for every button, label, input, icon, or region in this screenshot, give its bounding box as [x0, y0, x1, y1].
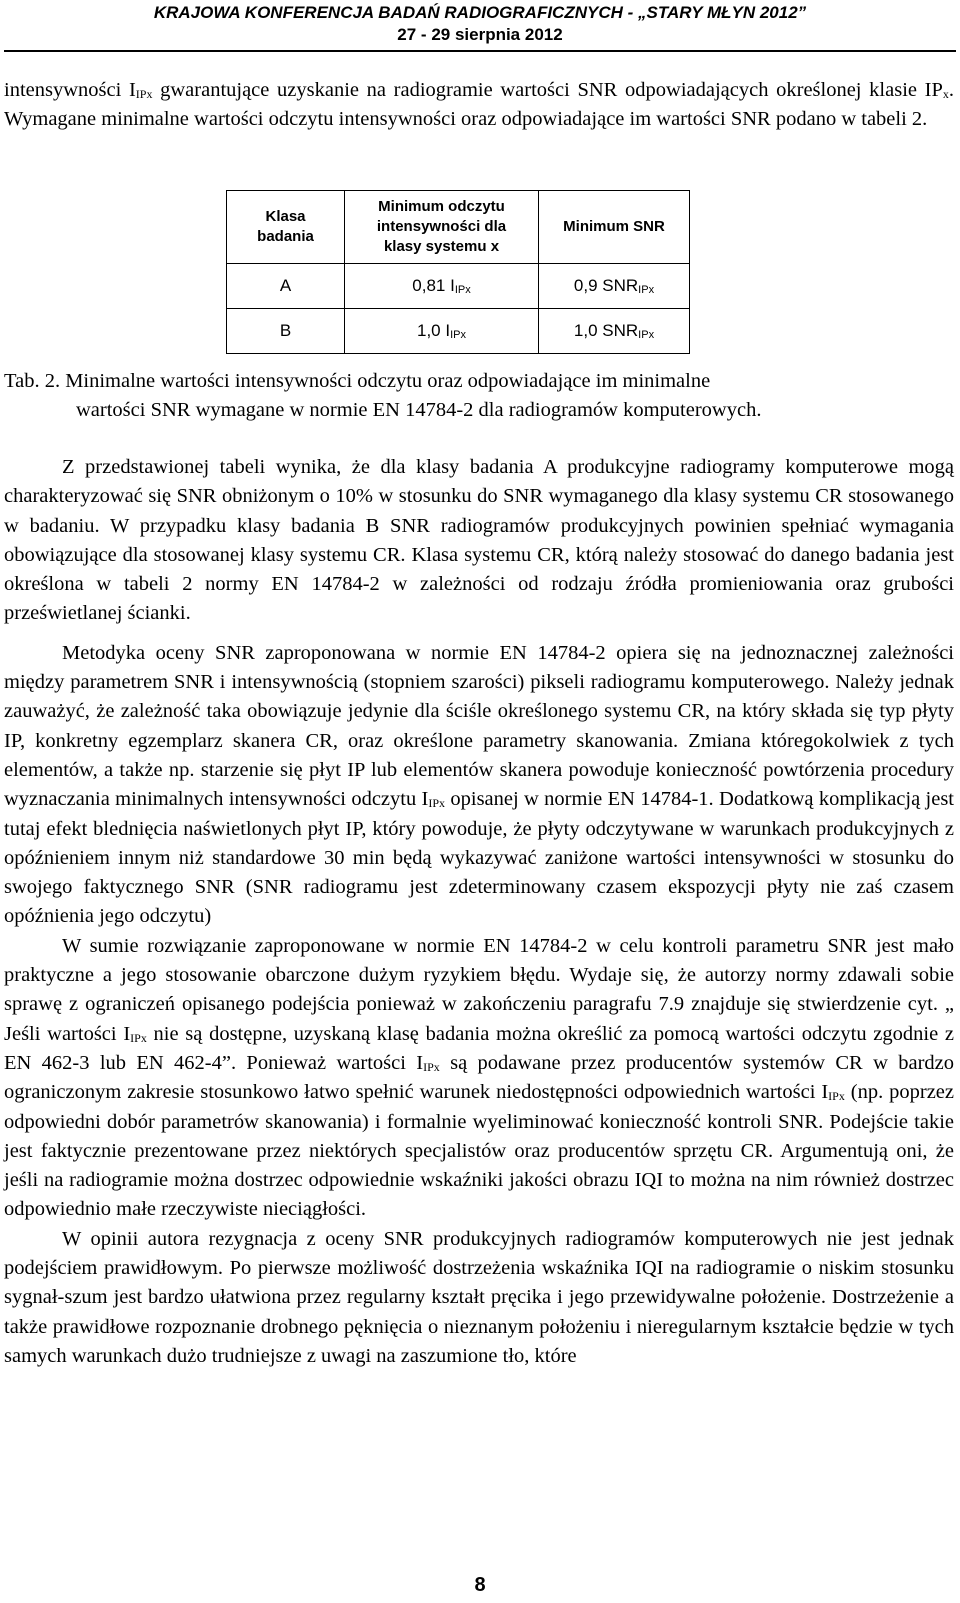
subscript: IPx — [638, 329, 655, 341]
paragraph-4: W opinii autora rezygnacja z oceny SNR produkcyjnych radiogramów komputerowych nie jest jednak podejściem prawidłowym. Po pierwsze możliwość dostrzeżenia wskaźnika IQI na radiogramie o niskim stosunku sygnał-szum jest bardzo ułatwiona przez regularny kształt pręcika i jego przewidywalne położenie. Dostrzeżenie a także prawidłowe rozpoznanie drobnego pęknięcia o nieznanym położeniu i nieregularnym kształcie będzie w tych samych warunkach dużo trudniejsze z uwagi na zaszumione tło, które — [4, 1227, 954, 1367]
header-divider — [4, 50, 956, 52]
caption-line-2: wartości SNR wymagane w normie EN 14784-2 dla radiogramów komputerowych. — [76, 399, 762, 421]
value-text: 1,0 SNR — [573, 321, 639, 340]
page-number: 8 — [474, 1574, 486, 1596]
caption-line-1: Tab. 2. Minimalne wartości intensywności odczytu oraz odpowiadające im minimalne — [4, 370, 711, 392]
body-text — [4, 453, 954, 1371]
conference-title: KRAJOWA KONFERENCJA BADAŃ RADIOGRAFICZNYCH - „STARY MŁYN 2012” — [153, 3, 807, 22]
subscript: IPx — [454, 284, 471, 296]
table-header-cell — [345, 191, 539, 264]
intro-text-part: intensywności I — [4, 79, 136, 101]
paragraph-1: Z przedstawionej tabeli wynika, że dla klasy badania A produkcyjne radiogramy komputerowe mogą charakteryzować się SNR obniżonym o 10% w stosunku do SNR wymaganego dla klasy systemu CR stosowanego w badaniu. W przypadku klasy badania B SNR radiogramów produkcyjnych powinien spełniać wymagania obowiązujące dla stosowanej klasy systemu CR. Klasa systemu CR, którą należy stosować do danego badania jest określona w tabeli 2 normy EN 14784-2 w zależności od rodzaju źródła promieniowania oraz grubości prześwietlanej ścianki. — [4, 456, 954, 625]
intro-text — [4, 76, 954, 135]
table-header-cell — [227, 191, 345, 264]
table-header-cell — [539, 191, 690, 264]
paragraph-text-part: nie są dostępne, uzyskaną klasę badania można określić za pomocą wartości odczytu zgodnie z EN 462-3 lub EN 462-4”. Ponieważ wartości I — [4, 1022, 954, 1074]
cell-klasa: A — [227, 264, 345, 309]
subscript: IPx — [423, 1059, 440, 1074]
intro-text-part: . Wymagane minimalne wartości odczytu intensywności oraz odpowiadające im wartości SNR podano w tabeli 2. — [4, 79, 954, 131]
header-klasa: Klasa badania — [257, 208, 314, 245]
paragraph-text-part: Metodyka oceny SNR zaproponowana w normie EN 14784-2 opiera się na jednoznacznej zależności między parametrem SNR i intensywnością (stopniem szarości) pikseli radiogramu komputerowego. Należy jednak zauważyć, że zależność taka obowiązuje jedynie dla ściśle określonego systemu CR, na który składa się typ płyty IP, konkretny egzemplarz skanera CR, oraz określone parametry skanowania. Zmiana któregokolwiek z tych elementów, a także np. starzenie się płyt IP lub elementów skanera powoduje konieczność powtórzenia procedury wyznaczania minimalnych intensywności odczytu I — [4, 641, 954, 811]
paragraph-text-part: opisanej w normie EN 14784-1. Dodatkową komplikacją jest tutaj efekt blednięcia naświetlonych płyt IP, który powoduje, że płyty odczytywane w warunkach produkcyjnych z opóźnieniem innym niż standardowe 30 min będą wykazywać zaniżone wartości intensywności w stosunku do swojego faktycznego SNR (SNR radiogramu jest zdeterminowany czasem ekspozycji płyty nie zaś czasem opóźnienia jego odczytu) — [4, 788, 954, 928]
value-text: 1,0 I — [417, 321, 451, 340]
table-caption — [4, 367, 954, 425]
subscript: IPx — [450, 329, 466, 341]
subscript: IPx — [428, 796, 446, 811]
paragraph-text-part: W sumie rozwiązanie zaproponowane w normie EN 14784-2 w celu kontroli parametru SNR jest mało praktyczne a jego stosowanie obarczone dużym ryzykiem błędu. Wydaje się, że autorzy normy zdawali sobie sprawę z ograniczeń opisanego podejścia ponieważ w zakończeniu paragrafu 7.9 znajduje się stwierdzenie cyt. „ Jeśli wartości I — [4, 934, 954, 1045]
subscript: IPx — [130, 1030, 147, 1045]
conference-dates: 27 - 29 sierpnia 2012 — [397, 25, 563, 44]
value-text: 0,81 I — [412, 276, 455, 295]
table-header-row — [227, 191, 690, 264]
cell-min-intensity — [345, 309, 539, 354]
paragraph-text-part: (np. poprzez odpowiedni dobór parametrów skanowania) i formalnie wyeliminować konieczność kontroli SNR. Podejście takie jest faktycznie prezentowane przez niektórych specjalistów oraz producentów sprzętu CR. Argumentują oni, że jeśli na radiogramie można dostrzec odpowiednie wskaźniki jakości obrazu IQI to można na nim również dostrzec odpowiednio małe rzeczywiste nieciągłości. — [4, 1081, 955, 1221]
paragraph-3 — [4, 932, 954, 1225]
cell-min-snr — [539, 309, 690, 354]
snr-requirements-table — [226, 190, 690, 354]
snr-table-wrapper — [226, 190, 690, 354]
conference-header — [0, 2, 960, 46]
header-min-intensity: Minimum odczytu intensywności dla klasy systemu x — [376, 198, 507, 255]
subscript: IPx — [828, 1089, 845, 1104]
value-text: 0,9 SNR — [573, 276, 639, 295]
subscript: IPx — [135, 87, 153, 101]
cell-min-snr — [539, 264, 690, 309]
subscript: x — [942, 87, 949, 101]
cell-min-intensity — [345, 264, 539, 309]
subscript: IPx — [638, 284, 655, 296]
paragraph-text-part: są podawane przez producentów systemów CR w bardzo ograniczonym zakresie stosunkowo łatwo spełnić warunek niedostępności odpowiednich wartości I — [4, 1051, 954, 1104]
cell-klasa: B — [227, 309, 345, 354]
table-row — [227, 309, 690, 354]
table-row — [227, 264, 690, 309]
header-min-snr: Minimum SNR — [563, 218, 665, 235]
paragraph-2 — [4, 639, 954, 932]
intro-text-part: gwarantujące uzyskanie na radiogramie wartości SNR odpowiadających określonej klasie IP — [152, 79, 943, 101]
intro-paragraph — [4, 76, 954, 135]
